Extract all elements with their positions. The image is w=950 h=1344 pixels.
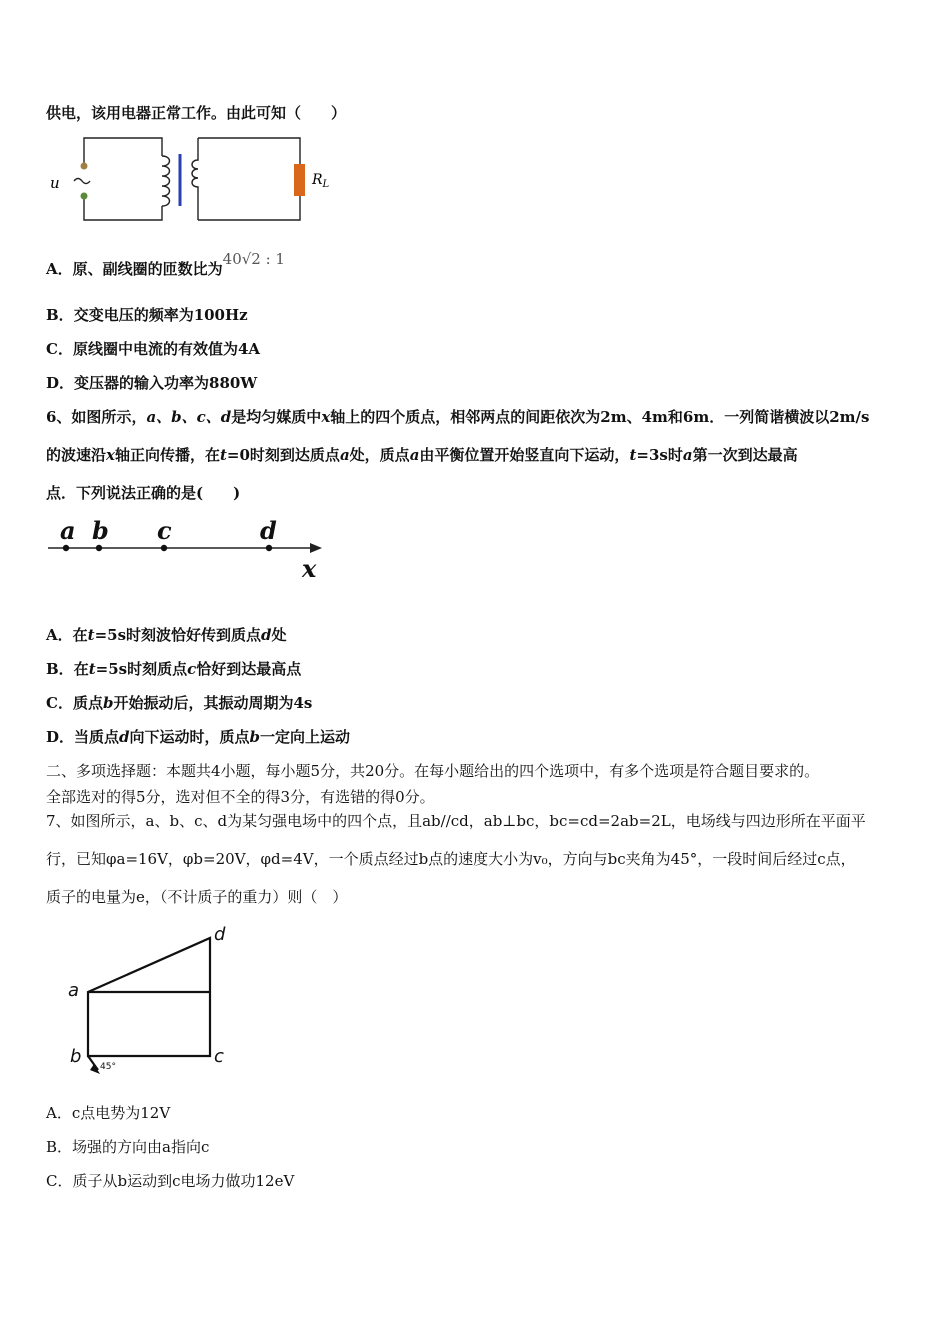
q6-point-a: a: [339, 446, 350, 464]
q6-text: 第一次到达最高: [692, 446, 798, 464]
q6-point-a: a: [409, 446, 420, 464]
option-text: =5s时刻波恰好传到质点: [94, 626, 262, 644]
transformer-circuit-figure: [44, 128, 344, 228]
q6-option-a: [46, 624, 287, 645]
option-text: 向下运动时，质点: [129, 728, 250, 746]
q7-option-c: [46, 1170, 294, 1191]
wave-axis-label: x: [302, 554, 317, 583]
quad-label-c: c: [214, 1046, 224, 1067]
section-2-heading-line-2: 全部选对的得5分，选对但不全的得3分，有选错的得0分。: [46, 788, 435, 806]
option-letter: C．: [46, 1172, 73, 1190]
q5-intro-tail: 供电，该用电器正常工作。由此可知（ ）: [46, 104, 347, 122]
q5-option-d-text: 变压器的输入功率为880W: [74, 374, 258, 392]
q6-text: =3s时: [636, 446, 683, 464]
q5-option-a-letter: A．: [46, 260, 73, 278]
quad-label-d: d: [214, 924, 226, 945]
option-text: 质点: [72, 694, 103, 712]
q6-text: 轴正向传播，在: [114, 446, 220, 464]
q6-axis-var: x: [321, 408, 331, 426]
option-var: d: [261, 626, 272, 644]
option-text: 在: [72, 626, 88, 644]
q6-line-1: [46, 406, 869, 427]
q6-text: 处，质点: [349, 446, 410, 464]
q5-option-c: [46, 338, 260, 359]
q6-option-d: [46, 726, 350, 747]
q6-axis-var: x: [106, 446, 115, 464]
option-text: 一定向上运动: [260, 728, 351, 746]
q7-line-3: 质子的电量为e，（不计质子的重力）则（ ）: [46, 888, 348, 906]
option-var: t: [88, 660, 96, 678]
q6-text: 的波速沿: [46, 446, 107, 464]
quad-angle-label: 45°: [100, 1062, 116, 1072]
wave-label-a: a: [60, 516, 76, 545]
option-text: 当质点: [74, 728, 120, 746]
turns-ratio-math: 40√2 : 1: [222, 250, 285, 268]
q5-option-b-letter: B．: [46, 306, 74, 324]
q7-option-a: [46, 1102, 170, 1123]
q6-points: a、b、c、d: [146, 408, 232, 426]
q7-line-2: 行，已知φa=16V，φb=20V，φd=4V，一个质点经过b点的速度大小为v₀，方向与bc夹角为45°，一段时间后经过c点，: [46, 850, 856, 868]
q5-option-c-text: 原线圈中电流的有效值为4A: [72, 340, 261, 358]
option-text: 处: [271, 626, 287, 644]
q5-option-d: [46, 372, 257, 393]
option-var: d: [119, 728, 130, 746]
q6-text: 轴上的四个质点，相邻两点的间距依次为2m、4m和6m．一列简谐横波以2m/s: [330, 408, 870, 426]
q5-option-a: [46, 250, 285, 279]
q5-option-c-letter: C．: [46, 340, 73, 358]
option-letter: D．: [46, 728, 75, 746]
q6-line-3: 点．下列说法正确的是( ): [46, 484, 241, 502]
option-letter: B．: [46, 660, 74, 678]
option-letter: A．: [46, 626, 73, 644]
q6-option-c: [46, 692, 312, 713]
q7-line-1: 7、如图所示，a、b、c、d为某匀强电场中的四个点，且ab//cd，ab⊥bc，bc=cd=2ab=2L，电场线与四边形所在平面平: [46, 812, 866, 830]
option-letter: C．: [46, 694, 73, 712]
option-text: 场强的方向由a指向c: [72, 1138, 210, 1156]
q6-text: 6、如图所示，: [46, 408, 147, 426]
option-var: c: [187, 660, 197, 678]
load-label: R: [312, 172, 323, 188]
option-text: 开始振动后，其振动周期为4s: [113, 694, 313, 712]
option-text: =5s时刻质点: [95, 660, 188, 678]
q6-line-2: [46, 444, 798, 465]
section-2-heading-line-1: 二、多项选择题：本题共4小题，每小题5分，共20分。在每小题给出的四个选项中，有多个选项是符合题目要求的。: [46, 762, 820, 780]
q5-option-b: [46, 304, 248, 325]
wave-label-c: c: [157, 516, 172, 545]
option-text: c点电势为12V: [71, 1104, 171, 1122]
wave-label-b: b: [92, 516, 109, 545]
electric-field-quadrilateral-figure: [60, 916, 260, 1086]
quad-label-b: b: [70, 1046, 82, 1067]
wave-label-d: d: [260, 516, 277, 545]
wave-axis-figure: [44, 512, 344, 584]
q6-text: 由平衡位置开始竖直向下运动，: [419, 446, 630, 464]
q5-option-b-text: 交变电压的频率为100Hz: [73, 306, 248, 324]
option-text: 恰好到达最高点: [196, 660, 302, 678]
q6-text: =0时刻到达质点: [226, 446, 340, 464]
quad-label-a: a: [68, 980, 80, 1001]
q6-t-var: t: [219, 446, 227, 464]
load-label-sub: L: [322, 179, 330, 190]
q6-text: 是均匀媒质中: [231, 408, 322, 426]
q5-option-d-letter: D．: [46, 374, 75, 392]
option-text: 质子从b运动到c电场力做功12eV: [72, 1172, 295, 1190]
source-label-u: u: [50, 174, 60, 192]
q6-point-a: a: [682, 446, 693, 464]
option-letter: B．: [46, 1138, 73, 1156]
option-var: b: [102, 694, 114, 712]
q6-option-b: [46, 658, 301, 679]
option-letter: A．: [46, 1104, 72, 1122]
svg-text:RL: [311, 172, 330, 190]
option-var: t: [87, 626, 95, 644]
q5-option-a-text: 原、副线圈的匝数比为: [72, 260, 223, 278]
q7-option-b: [46, 1136, 209, 1157]
option-var: b: [249, 728, 261, 746]
q6-t-var: t: [629, 446, 637, 464]
option-text: 在: [73, 660, 89, 678]
